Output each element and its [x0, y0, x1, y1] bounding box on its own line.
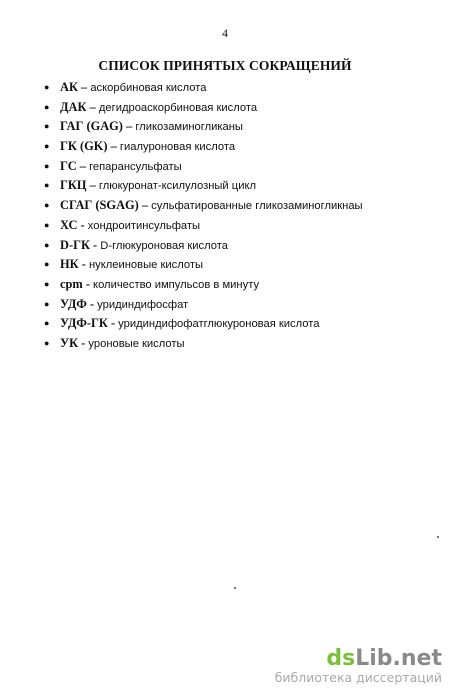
abbreviation-item: [44, 176, 434, 196]
abbreviation-definition: сульфатированные гликозаминогликнаы: [151, 200, 363, 213]
bullet-icon: ●: [44, 101, 50, 112]
abbreviation-definition: аскорбиновая кислота: [90, 82, 207, 94]
bullet-icon: ●: [44, 200, 50, 211]
abbreviation-term: ДАК: [60, 99, 87, 114]
abbreviation-term: УДФ: [60, 296, 87, 311]
abbreviation-term: ГАГ (GAG): [60, 119, 123, 134]
abbreviation-item: [44, 334, 434, 354]
abbreviation-definition: количество импульсов в минуту: [93, 278, 260, 291]
abbreviation-term: ГС: [60, 158, 77, 173]
bullet-icon: ●: [44, 278, 50, 289]
abbreviation-definition: уроновые кислоты: [88, 337, 185, 350]
bullet-icon: ●: [44, 239, 50, 250]
bullet-icon: ●: [44, 141, 50, 152]
watermark-logo: [275, 647, 442, 671]
bullet-icon: ●: [44, 121, 50, 132]
abbreviation-term: УДФ-ГК: [60, 316, 108, 331]
abbreviation-separator: –: [86, 99, 99, 114]
abbreviation-definition: дегидроаскорбиновая кислота: [98, 101, 258, 114]
abbreviation-item: [44, 117, 434, 137]
abbreviation-separator: -: [86, 296, 98, 311]
bullet-icon: ●: [44, 82, 50, 92]
abbreviation-separator: -: [77, 217, 88, 232]
abbreviation-term: УК: [60, 335, 79, 350]
abbreviation-separator: –: [76, 158, 90, 173]
watermark-logo-ds: ds: [326, 646, 356, 671]
abbreviation-separator: -: [89, 237, 101, 252]
watermark-logo-rest: Lib.net: [355, 646, 442, 671]
abbreviation-item: [44, 78, 434, 98]
scan-speck: [437, 536, 439, 538]
bullet-icon: ●: [44, 219, 50, 230]
abbreviation-item: [44, 157, 434, 177]
abbreviation-term: cpm: [60, 276, 83, 291]
abbreviation-separator: -: [78, 335, 89, 350]
abbreviation-term: D-ГК: [60, 237, 90, 252]
abbreviation-definition: D-глюкуроновая кислота: [100, 239, 228, 252]
abbreviation-item: [44, 216, 434, 236]
abbreviation-separator: -: [78, 257, 89, 272]
bullet-icon: ●: [44, 318, 50, 329]
abbreviation-item: [44, 98, 434, 118]
abbreviation-definition: гепарансульфаты: [89, 160, 182, 173]
abbreviation-item: [44, 196, 434, 216]
bullet-icon: ●: [44, 160, 50, 171]
abbreviation-separator: –: [77, 80, 91, 94]
abbreviation-term: СГАГ (SGAG): [60, 198, 139, 213]
abbreviation-item: [44, 236, 434, 256]
abbreviation-definition: уридиндифосфат: [97, 298, 189, 311]
abbreviation-term: АК: [60, 80, 78, 94]
scan-speck: [234, 587, 236, 589]
page-number: 4: [222, 26, 228, 40]
abbreviation-separator: –: [107, 139, 120, 154]
bullet-icon: ●: [44, 337, 50, 348]
abbreviation-term: ГКЦ: [60, 178, 87, 193]
bullet-icon: ●: [44, 259, 50, 270]
abbreviation-separator: -: [107, 316, 119, 331]
abbreviation-definition: глюкуронат-ксилулозный цикл: [98, 180, 256, 193]
abbreviation-item: [44, 275, 434, 295]
page-title: СПИСОК ПРИНЯТЫХ СОКРАЩЕНИЙ: [98, 58, 352, 73]
bullet-icon: ●: [44, 180, 50, 191]
watermark-subtitle: библиотека диссертаций: [274, 670, 442, 685]
abbreviation-separator: -: [82, 276, 94, 291]
abbreviation-definition: уридиндифофатглюкуроновая кислота: [118, 318, 320, 331]
abbreviation-definition: хондроитинсульфаты: [87, 219, 201, 232]
abbreviation-item: [44, 255, 434, 275]
abbreviation-list: [44, 78, 434, 354]
abbreviation-definition: гликозаминогликаны: [135, 121, 243, 134]
abbreviation-term: ГК (GK): [60, 139, 108, 154]
abbreviation-separator: –: [122, 119, 136, 134]
abbreviation-item: [44, 137, 434, 157]
abbreviation-separator: –: [138, 198, 152, 213]
abbreviation-term: ХС: [60, 217, 78, 232]
abbreviation-definition: гиалуроновая кислота: [119, 141, 236, 154]
watermark: [275, 647, 442, 685]
abbreviation-term: НК: [60, 257, 79, 272]
abbreviation-definition: нуклеиновые кислоты: [88, 259, 203, 272]
abbreviation-item: [44, 295, 434, 315]
bullet-icon: ●: [44, 298, 50, 309]
abbreviation-separator: –: [86, 178, 99, 193]
abbreviation-item: [44, 314, 434, 334]
